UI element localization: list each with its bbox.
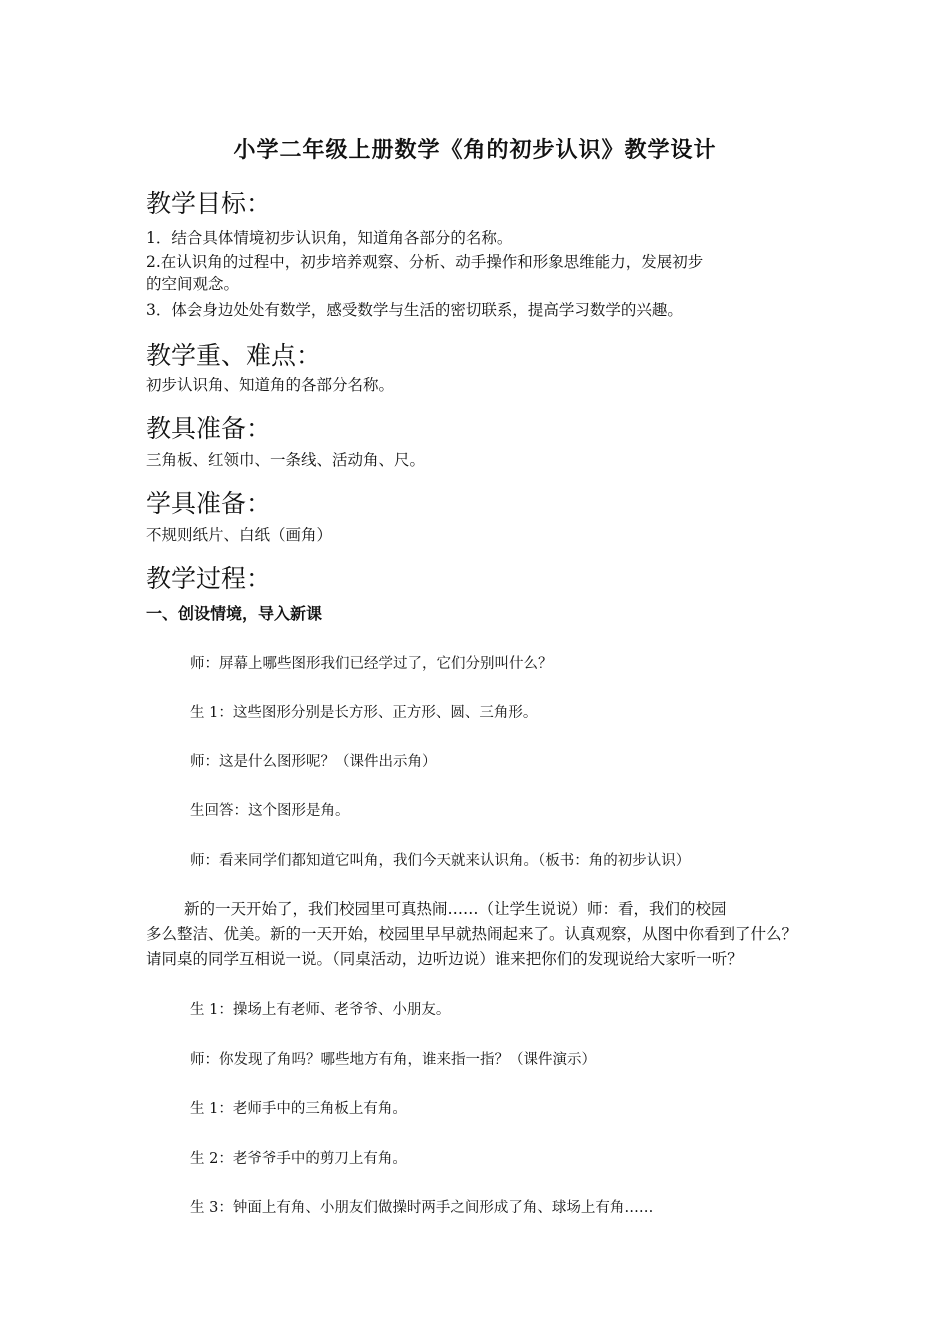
dialog-line: 生 1：这些图形分别是长方形、正方形、圆、三角形。: [190, 705, 538, 721]
key-points-text: 初步认识角、知道角的各部分名称。: [146, 376, 395, 394]
dialog-line: 生 1：操场上有老师、老爷爷、小朋友。: [190, 1002, 451, 1018]
dialog-line: 生 3：钟面上有角、小朋友们做操时两手之间形成了角、球场上有角……: [190, 1200, 654, 1216]
dialog-line: 师：屏幕上哪些图形我们已经学过了，它们分别叫什么？: [190, 656, 553, 672]
section-title: 一、创设情境，导入新课: [146, 604, 323, 623]
dialog-line: 生回答：这个图形是角。: [190, 803, 350, 819]
narrative-paragraph: [146, 897, 826, 972]
teacher-tools-text: 三角板、红领巾、一条线、活动角、尺。: [146, 451, 426, 469]
paragraph-line: 多么整洁、优美。新的一天开始，校园里早早就热闹起来了。认真观察，从图中你看到了什么？: [146, 925, 798, 943]
student-tools-heading: 学具准备：: [146, 489, 272, 518]
dialog-line: 生 2：老爷爷手中的剪刀上有角。: [190, 1151, 407, 1167]
dialog-line: 师：看来同学们都知道它叫角，我们今天就来认识角。（板书：角的初步认识）: [190, 853, 691, 869]
dialog-line: 师：这是什么图形呢？（课件出示角）: [190, 754, 437, 770]
dialog-line: 师：你发现了角吗？哪些地方有角，谁来指一指？（课件演示）: [190, 1052, 596, 1068]
teacher-tools-heading: 教具准备：: [146, 414, 272, 443]
objective-item: 1．结合具体情境初步认识角，知道角各部分的名称。: [146, 229, 513, 247]
objective-item: 的空间观念。: [146, 275, 240, 293]
dialog-line: 生 1：老师手中的三角板上有角。: [190, 1101, 407, 1117]
paragraph-line: 请同桌的同学互相说一说。（同桌活动，边听边说）谁来把你们的发现说给大家听一听？: [146, 950, 743, 968]
objective-item: 3．体会身边处处有数学，感受数学与生活的密切联系，提高学习数学的兴趣。: [146, 301, 683, 319]
key-points-heading: 教学重、难点：: [146, 341, 322, 370]
paragraph-line: 新的一天开始了，我们校园里可真热闹……（让学生说说）师：看，我们的校园: [184, 900, 727, 918]
student-tools-text: 不规则纸片、白纸（画角）: [146, 526, 333, 544]
process-heading: 教学过程：: [146, 564, 272, 593]
objectives-heading: 教学目标：: [146, 189, 272, 218]
document-title: 小学二年级上册数学《角的初步认识》教学设计: [233, 138, 717, 163]
objective-item: 2.在认识角的过程中，初步培养观察、分析、动手操作和形象思维能力，发展初步: [146, 253, 704, 271]
